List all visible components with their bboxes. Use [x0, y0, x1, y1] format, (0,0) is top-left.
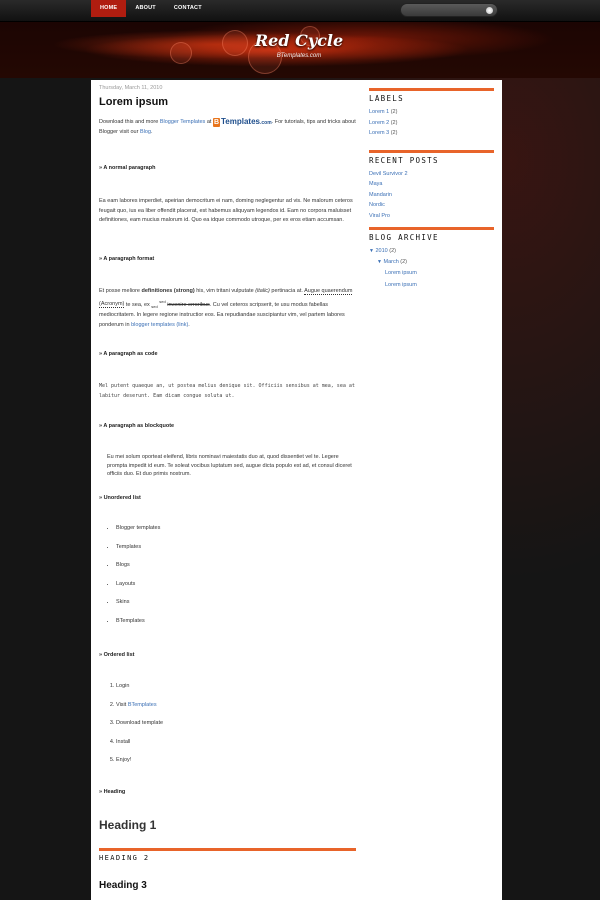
list-item	[116, 702, 356, 708]
section-heading: » A paragraph format	[99, 256, 155, 262]
list-item: • Templates	[116, 544, 356, 550]
blogger-templates-link[interactable]: blogger templates (link)	[131, 321, 189, 328]
label-item	[369, 128, 494, 139]
recent-post-link[interactable]: Devil Survivor 2	[369, 170, 408, 177]
recent-posts-list	[369, 169, 494, 222]
archive-year-link[interactable]: 2010	[375, 248, 388, 254]
recent-post-link[interactable]: Mandarin	[369, 191, 392, 198]
heading-2: HEADING 2	[99, 854, 150, 862]
subscript-text: sed	[151, 303, 158, 309]
list-item: 4. Install	[116, 739, 356, 745]
recent-post-item	[369, 169, 494, 180]
archive-post	[369, 279, 494, 291]
archive-post-link[interactable]: Lorem ipsum	[385, 282, 417, 288]
search-box	[400, 3, 498, 17]
btemplates-logo[interactable]	[213, 117, 272, 126]
blog-link[interactable]: Blog	[139, 129, 151, 135]
intro-text: .	[150, 129, 153, 135]
widget-accent-bar	[369, 227, 494, 230]
format-text: .	[188, 321, 190, 328]
post-title[interactable]: Lorem ipsum	[99, 96, 169, 108]
nav-home[interactable]: HOME	[91, 0, 126, 17]
site-header	[0, 22, 600, 78]
logo-text: Templates	[221, 117, 260, 126]
top-nav-bar	[0, 0, 600, 22]
recent-post-link[interactable]: Maya	[369, 181, 383, 187]
list-item: • Skins	[116, 599, 356, 605]
format-text: pertinacia at.	[269, 288, 305, 294]
intro-text: at	[205, 119, 213, 125]
archive-post	[369, 267, 494, 279]
section-heading: » Unordered list	[99, 495, 141, 501]
blogger-templates-link[interactable]: Blogger Templates	[159, 119, 206, 125]
archive-month-link[interactable]: March	[383, 258, 399, 265]
labels-list	[369, 107, 494, 139]
list-item: • BTemplates	[116, 618, 356, 624]
section-heading: » Heading	[99, 789, 126, 795]
normal-paragraph: Ea eam labores imperdiet, apeirian democritum ei nam, doming neglegentur ad vis. Ne malorum ceteros feugait quo, ius ea liber offendit placerat, est habemus aliquyam legendos id. Eam no corpora maluisset definitiones, eam mucius malorum id. Quo ea idque commodo utroque, per ex eros etiam accumsan.	[99, 198, 353, 224]
recent-post-link[interactable]: Nordic	[369, 202, 385, 208]
blog-archive-list	[369, 246, 494, 291]
section-heading: » A paragraph as code	[99, 351, 158, 357]
recent-post-item	[369, 179, 494, 190]
format-text: te sea, ex	[124, 301, 152, 308]
strikethrough-text: invenire erroribus	[167, 301, 210, 308]
label-link[interactable]: Lorem 2	[369, 119, 390, 126]
heading-3: Heading 3	[99, 880, 147, 891]
blog-archive-widget-title: BLOG ARCHIVE	[369, 233, 439, 242]
heading-1: Heading 1	[99, 818, 157, 832]
section-heading: » A paragraph as blockquote	[99, 423, 175, 429]
section-heading: » A normal paragraph	[99, 165, 156, 171]
archive-count: (2)	[389, 248, 396, 254]
ordered-list	[99, 683, 356, 763]
recent-post-item	[369, 200, 494, 211]
logo-com: .com	[260, 120, 272, 126]
btemplates-link[interactable]: BTemplates	[127, 701, 157, 708]
list-item: 1. Login	[116, 683, 356, 689]
intro-text: Download this and more	[99, 119, 160, 125]
format-text: Et posse meliore	[99, 288, 142, 294]
strong-text: definitiones (strong)	[141, 288, 195, 294]
widget-accent-bar	[369, 88, 494, 91]
format-text: . Cu vel ceteros scripserit, te usu modus fabellas mediocritatem. In legere regione instructior eos. Ea repudiandae suscipiantur vim, vel partem labores ponderum in	[99, 301, 345, 328]
collapse-arrow-icon[interactable]: ▼	[377, 258, 382, 265]
nav-contact[interactable]: CONTACT	[173, 5, 202, 11]
recent-post-item	[369, 211, 494, 222]
list-item-text: Visit	[116, 701, 128, 708]
blockquote: Eu mei solum oporteat eleifend, libris nominavi maiestatis duo at, quod dissentiet vel te. Legere prompta impedit id eum. Te soleat vocibus luptatum sed, augue dicta populo est ad, et consul diceret officiis duo. Et duo primis nostrum.	[107, 454, 352, 477]
label-link[interactable]: Lorem 1	[369, 109, 390, 115]
labels-widget-title: LABELS	[369, 94, 404, 103]
bokeh-decoration	[170, 42, 192, 64]
site-subtitle: BTemplates.com	[276, 53, 322, 59]
archive-year	[369, 246, 494, 257]
label-item	[369, 107, 494, 118]
label-count: (2)	[390, 130, 398, 136]
italic-text: (italic)	[255, 288, 270, 294]
list-item: 5. Enjoy!	[116, 757, 356, 763]
label-count: (2)	[390, 119, 398, 126]
acronym-text: Augue quaerendum (Acronym)	[99, 288, 353, 308]
site-title[interactable]: Red Cycle	[254, 31, 344, 50]
post-intro	[99, 117, 356, 137]
format-text: his, vim tritani vulputate	[194, 288, 256, 294]
section-heading: » Ordered list	[99, 652, 135, 658]
collapse-arrow-icon[interactable]: ▼	[369, 248, 374, 254]
list-item: 3. Download template	[116, 720, 356, 726]
logo-b: B	[213, 119, 220, 126]
label-item	[369, 118, 494, 129]
archive-post-link[interactable]: Lorem ipsum	[385, 270, 417, 276]
recent-post-link[interactable]: Viral Pro	[369, 212, 390, 219]
recent-posts-widget-title: RECENT POSTS	[369, 155, 439, 165]
nav-about[interactable]: ABOUT	[135, 5, 156, 11]
list-item: • Layouts	[116, 581, 356, 587]
search-input[interactable]	[407, 6, 483, 15]
list-item: • Blogger templates	[116, 525, 356, 531]
sidebar	[369, 88, 494, 291]
post-date: Thursday, March 11, 2010	[99, 85, 163, 91]
heading-2-bar	[99, 848, 356, 851]
recent-post-item	[369, 190, 494, 201]
content-container	[91, 80, 502, 900]
archive-month	[369, 257, 494, 268]
label-count: (2)	[390, 109, 398, 115]
search-button-icon[interactable]	[486, 7, 493, 14]
format-paragraph	[99, 287, 356, 330]
widget-accent-bar	[369, 150, 494, 153]
list-item: • Blogs	[116, 562, 356, 568]
archive-count: (2)	[400, 258, 408, 265]
label-link[interactable]: Lorem 3	[369, 130, 390, 136]
post-column	[99, 85, 356, 891]
superscript-text: sed	[159, 298, 166, 304]
main-nav	[91, 0, 211, 17]
unordered-list	[99, 525, 356, 624]
intro-text: . For tutorials, tips and tricks about Blogger visit our	[99, 119, 356, 135]
code-paragraph: Mel putent quaeque an, ut postea melius denique sit. Officiis sensibus at mea, sea at labitur deserunt. Eam dicam congue soluta ut.	[99, 383, 355, 399]
